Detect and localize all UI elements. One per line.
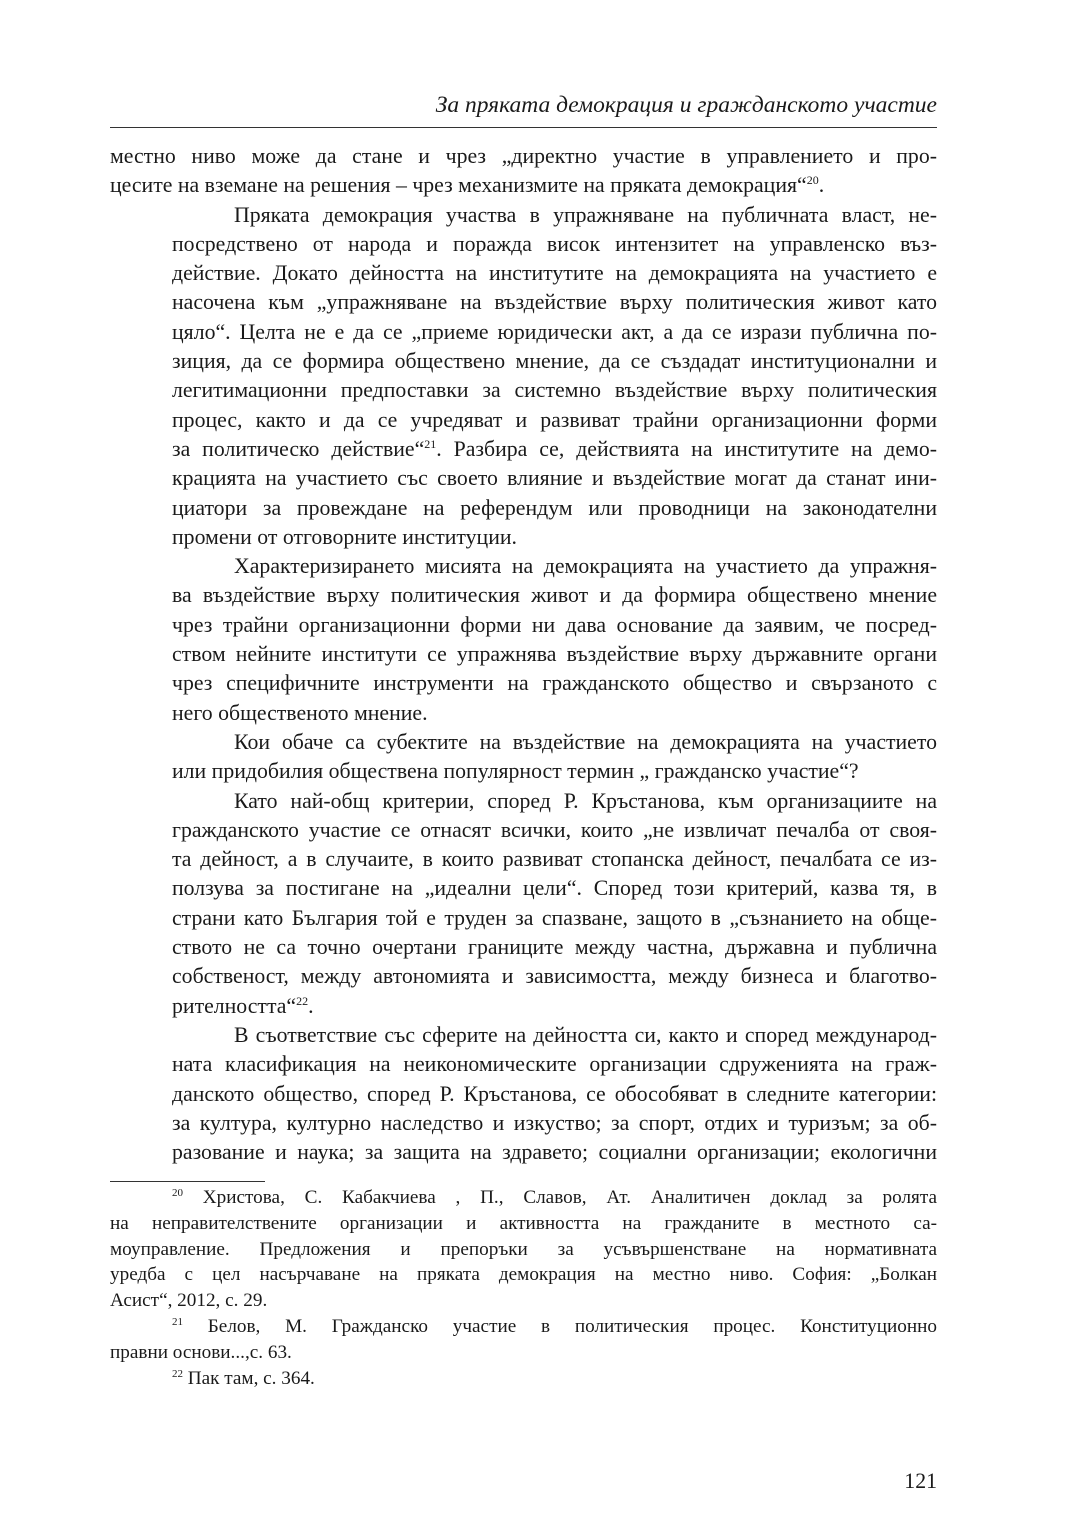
text-line: разование и наука; за защита на здравето; социални организации; екологични bbox=[172, 1140, 937, 1165]
text-line: Характеризирането мисията на демокрацията на участието да упражня- bbox=[234, 554, 937, 579]
footnote-22 bbox=[110, 1366, 937, 1392]
paragraph-3 bbox=[110, 552, 937, 728]
text-line: Асист“, 2012, с. 29. bbox=[110, 1290, 268, 1312]
text-line: Пряката демокрация участва в упражняване на публичната власт, не- bbox=[234, 202, 937, 227]
text-line: данското общество, според Р. Кръстанова, се обособяват в следните категории: bbox=[172, 1081, 937, 1106]
text-line bbox=[110, 1185, 937, 1211]
text-line: местно ниво може да стане и чрез „директно участие в управлението и про- bbox=[110, 144, 937, 168]
text-line: ната класификация на неикономическите организации сдруженията на граж- bbox=[172, 1052, 937, 1077]
text-line bbox=[110, 1314, 937, 1340]
text-line: ва въздействие върху политическия живот и да формира обществено мнение bbox=[172, 583, 937, 608]
text-line: Като най-общ критерии, според Р. Кръстанова, към организациите на bbox=[234, 788, 937, 813]
text-line: ством нейните институти се упражнява въздействие върху държавните органи bbox=[172, 642, 937, 667]
text-line: чрез трайни организационни форми ни дава основание да заявим, че посред- bbox=[172, 612, 937, 637]
text-line: гражданското участие се отнасят всички, които „не извличат печалба от своя- bbox=[172, 817, 937, 842]
text-line: процес, както и да се учредяват и развиват трайни организационни форми bbox=[172, 407, 937, 432]
footnote-number: 20 bbox=[172, 1187, 183, 1199]
paragraph-4 bbox=[110, 728, 937, 787]
text-line: за култура, културно наследство и изкуство; за спорт, отдих и туризъм; за об- bbox=[172, 1110, 937, 1135]
running-head: За пряката демокрация и гражданското участие bbox=[435, 92, 937, 118]
text-line: В съответствие със сферите на дейността си, както и според международ- bbox=[234, 1022, 937, 1047]
text-line: насочена към „упражняване на въздействие върху политическия живот като bbox=[172, 290, 937, 315]
line-text: . Разбира се, действията на институтите на демо- bbox=[436, 436, 937, 461]
line-text: рителността“ bbox=[172, 993, 297, 1018]
footnote-number: 21 bbox=[172, 1315, 183, 1328]
text-line: действие. Докато дейността на институтите на демокрацията на участието е bbox=[172, 261, 937, 286]
paragraph-5 bbox=[110, 787, 937, 1021]
text-line: Кои обаче са субектите на въздействие на демокрацията на участието bbox=[234, 729, 937, 754]
line-text: Христова, С. Кабакчиева , П., Славов, Ат. Аналитичен доклад за ролята bbox=[183, 1187, 937, 1208]
text-line bbox=[110, 992, 937, 1021]
text-line: собственост, между автономията и зависимостта, между бизнеса и благотво- bbox=[172, 964, 937, 989]
paragraph-6 bbox=[110, 1021, 937, 1167]
text-line: страни като България той е труден за спазване, защото в „съзнанието на обще- bbox=[172, 905, 937, 930]
footnote-20 bbox=[110, 1185, 937, 1314]
paragraph-2 bbox=[110, 201, 937, 553]
text-line: та дейност, а в случаите, в които развиват стопанска дейност, печалбата се из- bbox=[172, 847, 937, 872]
text-line bbox=[110, 1366, 937, 1392]
text-line: зиция, да се формира обществено мнение, да се създадат институционални и bbox=[172, 349, 937, 374]
footnote-ref-20[interactable]: 20 bbox=[806, 173, 819, 188]
line-text: цесите на вземане на решения – чрез механизмите на пряката демокрация“ bbox=[110, 173, 807, 198]
line-text: Пак там, с. 364. bbox=[183, 1367, 315, 1389]
line-text: . bbox=[308, 993, 314, 1018]
footnote-ref-22[interactable]: 22 bbox=[296, 993, 309, 1008]
text-line: или придобилия обществена популярност термин „ гражданско участие“? bbox=[172, 759, 859, 784]
paragraph-1 bbox=[110, 142, 937, 201]
header-rule bbox=[110, 127, 937, 128]
text-line: уредба с цел насърчаване на пряката демокрация на местно ниво. София: „Болкан bbox=[110, 1264, 937, 1286]
text-line bbox=[110, 171, 937, 200]
body-text bbox=[110, 142, 937, 1167]
footnote-ref-21[interactable]: 21 bbox=[424, 436, 437, 451]
text-line bbox=[110, 435, 937, 464]
footnotes bbox=[110, 1185, 937, 1391]
footnote-number: 22 bbox=[172, 1367, 183, 1380]
text-line: него общественото мнение. bbox=[172, 700, 428, 725]
footnote-21 bbox=[110, 1314, 937, 1366]
page-number: 121 bbox=[904, 1469, 937, 1493]
line-text: за политическо действие“ bbox=[172, 436, 425, 461]
line-text: Белов, М. Гражданско участие в политическия процес. Конституционно bbox=[183, 1315, 937, 1337]
text-line: моуправление. Предложения и препоръки за усъвършенстване на нормативната bbox=[110, 1238, 937, 1260]
text-line: посредствено от народа и поражда висок интензитет на управленско въз- bbox=[172, 231, 937, 256]
text-line: правни основи...,с. 63. bbox=[110, 1341, 292, 1363]
text-line: легитимационни предпоставки за системно въздействие върху политическия bbox=[172, 378, 937, 403]
text-line: крацията на участието със своето влияние и въздействие могат да станат ини- bbox=[172, 466, 937, 491]
text-line: цяло“. Целта не е да се „приеме юридически акт, а да се изрази публична по- bbox=[172, 319, 937, 344]
text-line: ползува за постигане на „идеални цели“. Според този критерий, казва тя, в bbox=[172, 876, 937, 901]
text-line: циатори за провеждане на референдум или проводници на законодателни bbox=[172, 495, 937, 520]
text-line: чрез специфичните инструменти на гражданското общество и свързаното с bbox=[172, 671, 937, 696]
text-line: ството не са точно очертани границите между частна, държавна и публична bbox=[172, 935, 937, 960]
text-line: промени от отговорните институции. bbox=[172, 524, 518, 549]
footnote-separator bbox=[110, 1181, 265, 1182]
line-text: . bbox=[818, 173, 825, 198]
text-line: на неправителствените организации и активността на гражданите в местното са- bbox=[110, 1212, 937, 1234]
